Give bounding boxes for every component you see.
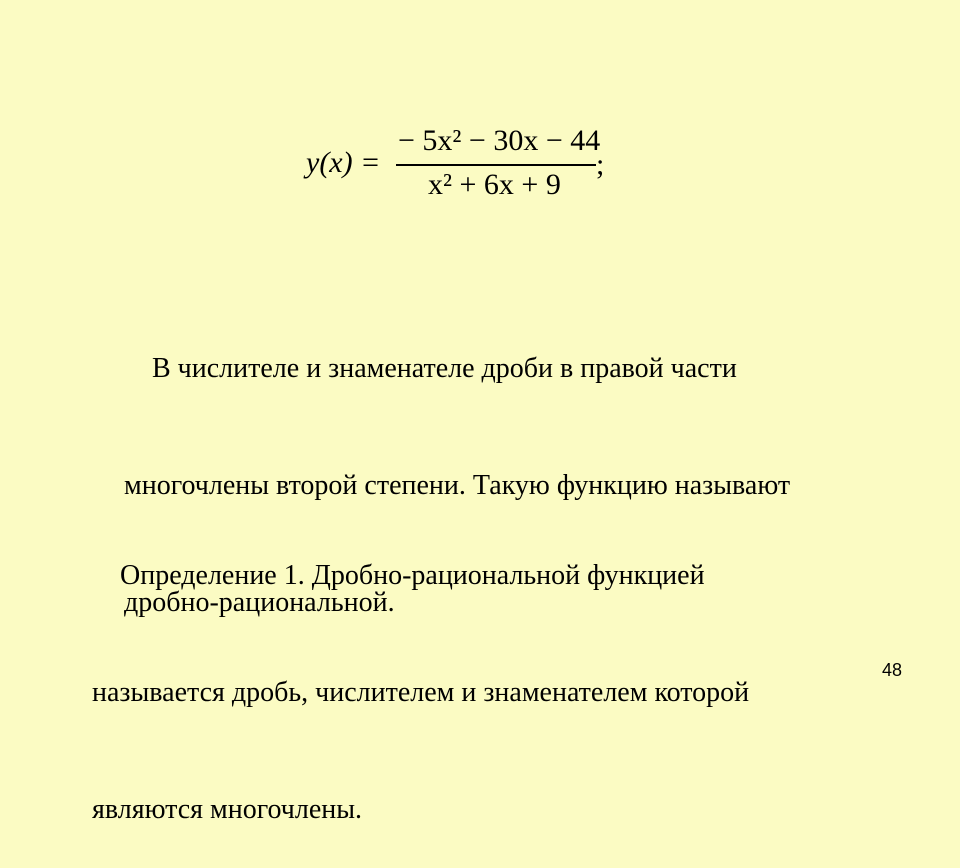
paragraph-line: являются многочлены.	[92, 794, 363, 825]
formula-numerator: − 5x² − 30x − 44	[398, 124, 601, 157]
paragraph-line: называется дробь, числителем и знаменателем которой	[92, 677, 750, 708]
paragraph-line: В числителе и знаменателе дроби в правой части	[124, 353, 737, 384]
formula	[300, 124, 620, 206]
paragraph-definition	[92, 478, 749, 868]
paragraph-line: дробно-рациональной.	[124, 587, 395, 618]
fraction-bar	[396, 164, 596, 166]
paragraph-line: Определение 1. Дробно-рациональной функцией	[92, 560, 705, 591]
formula-denominator: x² + 6x + 9	[428, 168, 561, 201]
formula-semicolon: ;	[596, 148, 605, 181]
paragraph-line: многочлены второй степени. Такую функцию называют	[124, 470, 791, 501]
page-number: 48	[881, 660, 903, 680]
formula-lhs: y(x) =	[306, 146, 381, 179]
